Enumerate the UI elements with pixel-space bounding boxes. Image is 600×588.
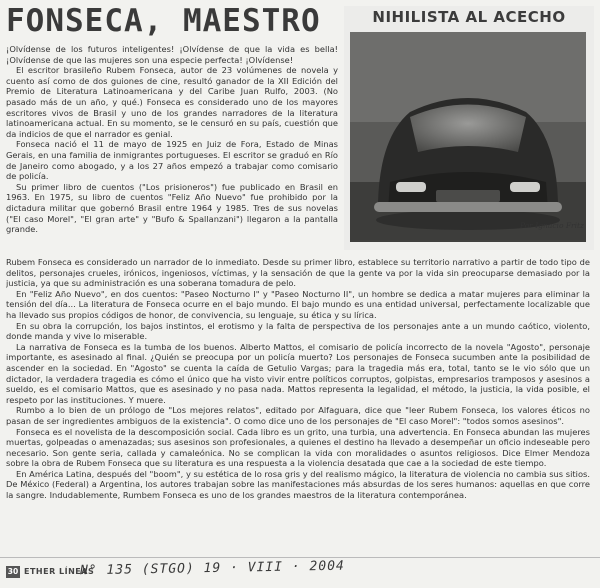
section-name: ETHER LÍNEAS (24, 567, 95, 576)
article-paragraph: En América Latina, después del "boom", y su estética de lo rosa gris y del realismo mágico, la literatura de violencia no cambia sus sitios. De México (Federal) a Argentina, los autores trabajan sobre las manifestaciones más absurdas de los seres humanos: aquellas en que corre la sangre. Indudablemente, Rumbem Fonseca es uno de los grandes maestros de la literatura contemporánea. (6, 468, 590, 501)
article-paragraph: La narrativa de Fonseca es la tumba de los buenos. Alberto Mattos, el comisario de policía incorrecto de la novela "Agosto", personaje importante, es asesinado al final. ¿Quién se preocupa por un policía muerto? Los personajes de Fonseca sucumben ante la posibilidad de ascender en la sociedad. En "Agosto" se cuenta la caída de Getulio Vargas; para la tragedia más era, total, tanto se le vio sólo que un dictador, la verdadera tragedia es cómo el único que ha visto vivir entre políticos corruptos, golpistas, empresarios tramposos y asesinos a sueldo, es el comisario Mattos, que es asesinado y no pasa nada. Mattos representa la legalidad, el método, la justicia, la vida posible, el respeto por las instituciones. Y muere. (6, 341, 590, 405)
car-illustration-icon (350, 32, 586, 242)
article-paragraph: Su primer libro de cuentos ("Los prisioneros") fue publicado en Brasil en 1963. En 1975, su libro de cuentos "Feliz Año Nuevo" fue prohibido por la dictadura militar que gobernó Brasil entre 1964 y 1985. Tres de sus novelas ("El caso Morel", "El gran arte" y "Bufo & Spallanzani") llegaron a la pantalla grande. (6, 181, 338, 235)
article-paragraph: ¡Olvídense de los futuros inteligentes! ¡Olvídense de que la vida es bella! ¡Olvídense de que las mujeres son una especie perfecta! ¡Olvídense! (6, 44, 338, 65)
photo-credit: Por Ignacio Fritz (520, 221, 584, 230)
article-paragraph: Rubem Fonseca es considerado un narrador de lo inmediato. Desde su primer libro, establece su territorio narrativo a partir de todo tipo de delitos, personajes crueles, irónicos, ingeniosos, víctimas, y la sensación de que la gente va por la vida sin preocuparse demasiado por la justicia, ya que su administración es una soberana tomadura de pelo. (6, 257, 590, 289)
footer-divider (0, 557, 600, 558)
photo-feature (344, 6, 594, 250)
photo-title: NIHILISTA AL ACECHO (372, 8, 566, 26)
article-body-bottom (6, 257, 590, 555)
article-paragraph: En "Feliz Año Nuevo", en dos cuentos: "Paseo Nocturno I" y "Paseo Nocturno II", un hombre se dedica a matar mujeres para eliminar la tensión del día... La literatura de Fonseca ocurre en el bajo mundo. El bajo mundo es una entidad universal, perfectamente localizable que ha llevado sus propios códigos de honor, de convivencia, su lenguaje, su ética y su lírica. (6, 288, 590, 320)
handwritten-note: N° 135 (STGO) 19 · VIII · 2004 (79, 558, 345, 579)
page-footer (0, 560, 600, 588)
article-body-top (6, 44, 338, 258)
article-paragraph: Rumbo a lo bien de un prólogo de "Los mejores relatos", editado por Alfaguara, dice que "leer Rubem Fonseca, los valores éticos no pasan de ser ingredientes ambiguos de la existencia". O como dice uno de los personajes de "El caso Morel": "todos somos asesinos". (6, 405, 590, 426)
article-paragraph: En su obra la corrupción, los bajos instintos, el erotismo y la falta de perspectiva de los personajes ante a un mundo caótico, violento, donde manda y vive lo miserable. (6, 320, 590, 342)
article-paragraph: Fonseca nació el 11 de mayo de 1925 en Juiz de Fora, Estado de Minas Gerais, en una familia de inmigrantes portugueses. El escritor se graduó en Río de Janeiro como abogado, y a los 27 años empezó a trabajar como comisario de policía. (6, 139, 338, 182)
article-paragraph: Fonseca es el novelista de la descomposición social. Cada libro es un grito, una turbia, una advertencia. En Fonseca abundan las mujeres muertas, golpeadas o amenazadas; sus asesinos son profesionales, a quienes el destino ha llevado a desempeñar un oficio indeseable pero necesario. Son gente seria, callada y camaleónica. No se complican la vida con moralidades o asuntos religiosos. Dice Elmer Mendoza sobre la obra de Rubem Fonseca que su literatura es una respuesta a la violencia desatada que cae a la sociedad de este tiempo. (6, 426, 590, 469)
page-number: 30 (7, 567, 19, 576)
car-photo (350, 32, 586, 242)
article-headline: FONSECA, MAESTRO (6, 3, 321, 39)
article-paragraph: El escritor brasileño Rubem Fonseca, autor de 23 volúmenes de novela y cuento así como de dos guiones de cine, resultó ganador de la XII Edición del Premio de Literatura Latinoamericana y del Caribe Juan Rulfo, 2003. (No pasado más de un año, y qué.) Fonseca es considerado uno de los mayores escritores vivos de Brasil y uno de los grandes narradores de la literatura latinoamericana actual. En su momento, se le censuró en su país, cuestión que da indicios de que el narrador es genial. (6, 65, 338, 139)
